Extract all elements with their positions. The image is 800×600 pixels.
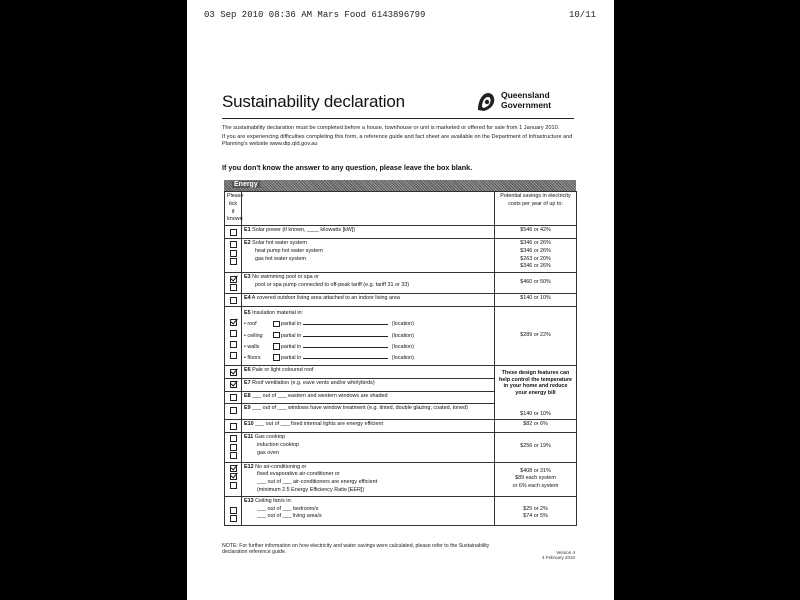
saving-e3: $460 or 50% (495, 273, 577, 294)
saving-e1: $546 or 42% (495, 226, 577, 239)
insulation-roof: • roof partial in (location) (244, 321, 414, 328)
intro-text: The sustainability declaration must be completed before a house, townhouse or unit is marketed or offered for sale from 1 January 2010. If you are experiencing difficulties completing this form, a reference guide and fact sheet are available on the Department of Infrastructure and Planning's website www.dip.qld.gov.au (222, 125, 573, 147)
checkbox-e12b[interactable] (230, 473, 237, 480)
qld-crest-icon (475, 90, 497, 114)
checkbox-e10[interactable] (230, 423, 237, 430)
row-e1: E1 Solar power (if known, ____ kilowatts [kW]) $546 or 42% (225, 226, 577, 239)
checkbox-e1[interactable] (230, 229, 237, 236)
version-info: Version 4 4 February 2010 (541, 550, 575, 561)
title-rule (222, 118, 574, 119)
row-e3: E3 No swimming pool or spa or pool or spa pump connected to off-peak tariff (e.g. tariff 31 or 33) $460 or 50% (225, 273, 577, 294)
row-e8: E8 ___ out of ___ eastern and western windows are shaded (225, 391, 577, 404)
partial-floors-checkbox[interactable] (273, 354, 280, 361)
checkbox-e3b[interactable] (230, 284, 237, 291)
checkbox-e5-ceiling[interactable] (230, 330, 237, 337)
row-e13: E13 Ceiling fan/s in: ___ out of ___ bedroom/s ___ out of ___ living area/s $25 or 2% $74 or 5% (225, 496, 577, 525)
saving-e12-2: $89 each system (515, 475, 556, 482)
insulation-ceiling: • ceiling partial in (location) (244, 332, 414, 339)
location-roof-field[interactable] (303, 324, 388, 325)
footnote: NOTE: For further information on how electricity and water savings were calculated, please refer to the Sustainability declaration reference guide. (222, 543, 490, 556)
logo-text: Queensland Government (501, 90, 552, 110)
row-e6: E6 Pale or light coloured roof These design features can help control the temperature in your home and reduce your energy bill (225, 366, 577, 379)
fax-page-number: 10/11 (569, 10, 597, 20)
checkbox-e6[interactable] (230, 369, 237, 376)
location-floors-field[interactable] (303, 358, 388, 359)
fax-page (187, 0, 614, 600)
page-title: Sustainability declaration (222, 92, 405, 111)
saving-e9: $140 or 10% (520, 411, 551, 418)
saving-e4: $140 or 10% (495, 294, 577, 307)
saving-e13-1: $25 or 2% (523, 505, 548, 512)
checkbox-e11a[interactable] (230, 435, 237, 442)
checkbox-e9[interactable] (230, 407, 237, 414)
saving-e10: $82 or 6% (523, 421, 548, 428)
row-e5: E5 Insulation material in: • roof partial in (location) • ceiling partial in (location) • walls partial in (location) • floors partial in (location) $289 or 22% (225, 307, 577, 366)
checkbox-e2c[interactable] (230, 258, 237, 265)
row-e10: E10 ___ out of ___ fixed internal lights are energy efficient $140 or 10% $82 or 6% (225, 420, 577, 433)
saving-e12-3: or 6% each system (512, 483, 559, 490)
insulation-walls: • walls partial in (location) (244, 343, 414, 350)
energy-table (224, 191, 577, 526)
checkbox-e4[interactable] (230, 297, 237, 304)
row-e2: E2 Solar hot water system heat pump hot water system gas hot water system $346 or 26% $346 or 26% $263 or 20% $346 or 26% (225, 238, 577, 272)
checkbox-e13a[interactable] (230, 507, 237, 514)
location-ceiling-field[interactable] (303, 336, 388, 337)
instruction: If you don't know the answer to any question, please leave the box blank. (222, 163, 473, 172)
savings-header: Potential savings in electricity costs per year of up to: (495, 192, 577, 226)
checkbox-e2b[interactable] (230, 250, 237, 257)
checkbox-e2a[interactable] (230, 241, 237, 248)
row-e7: E7 Roof ventilation (e.g. eave vents and/or whirlybirds) (225, 378, 577, 391)
checkbox-e5-floors[interactable] (230, 352, 237, 359)
checkbox-e8[interactable] (230, 394, 237, 401)
fax-header: 03 Sep 2010 08:36 AM Mars Food 6143896799 (204, 10, 426, 20)
saving-e12-1: $408 or 31% (520, 467, 551, 474)
partial-ceiling-checkbox[interactable] (273, 332, 280, 339)
section-header (224, 180, 576, 191)
checkbox-e13b[interactable] (230, 515, 237, 522)
row-e12: E12 No air-conditioning or fixed evaporative air-conditioner or ___ out of ___ air-conditioners are energy efficient (minimum 2.5 Energy Efficiency Ratio [EER]) $408 or 31% $89 each system or 6% each system (225, 462, 577, 496)
partial-walls-checkbox[interactable] (273, 343, 280, 350)
checkbox-e11c[interactable] (230, 452, 237, 459)
checkbox-e7[interactable] (230, 381, 237, 388)
section-label: Energy (234, 181, 258, 188)
saving-e11: $256 or 19% (495, 433, 577, 463)
checkbox-e11b[interactable] (230, 444, 237, 451)
table-header-row (225, 192, 577, 226)
row-e9: E9 ___ out of ___ windows have window treatment (e.g. tinted, double glazing, coated, toned) (225, 404, 577, 420)
row-e4: E4 A covered outdoor living area attached to an indoor living area $140 or 10% (225, 294, 577, 307)
location-walls-field[interactable] (303, 347, 388, 348)
saving-e13-2: $74 or 5% (523, 513, 548, 520)
checkbox-e12c[interactable] (230, 482, 237, 489)
tick-header: Please tick if known (225, 192, 242, 226)
design-features-note: These design features can help control the temperature in your home and reduce your energy bill (495, 366, 577, 420)
saving-e5: $289 or 22% (495, 307, 577, 366)
checkbox-e3a[interactable] (230, 276, 237, 283)
qld-government-logo (475, 88, 585, 118)
checkbox-e5-walls[interactable] (230, 341, 237, 348)
checkbox-e5-roof[interactable] (230, 319, 237, 326)
row-e11: E11 Gas cooktop induction cooktop gas oven $256 or 19% (225, 433, 577, 463)
insulation-floors: • floors partial in (location) (244, 354, 414, 361)
partial-roof-checkbox[interactable] (273, 321, 280, 328)
